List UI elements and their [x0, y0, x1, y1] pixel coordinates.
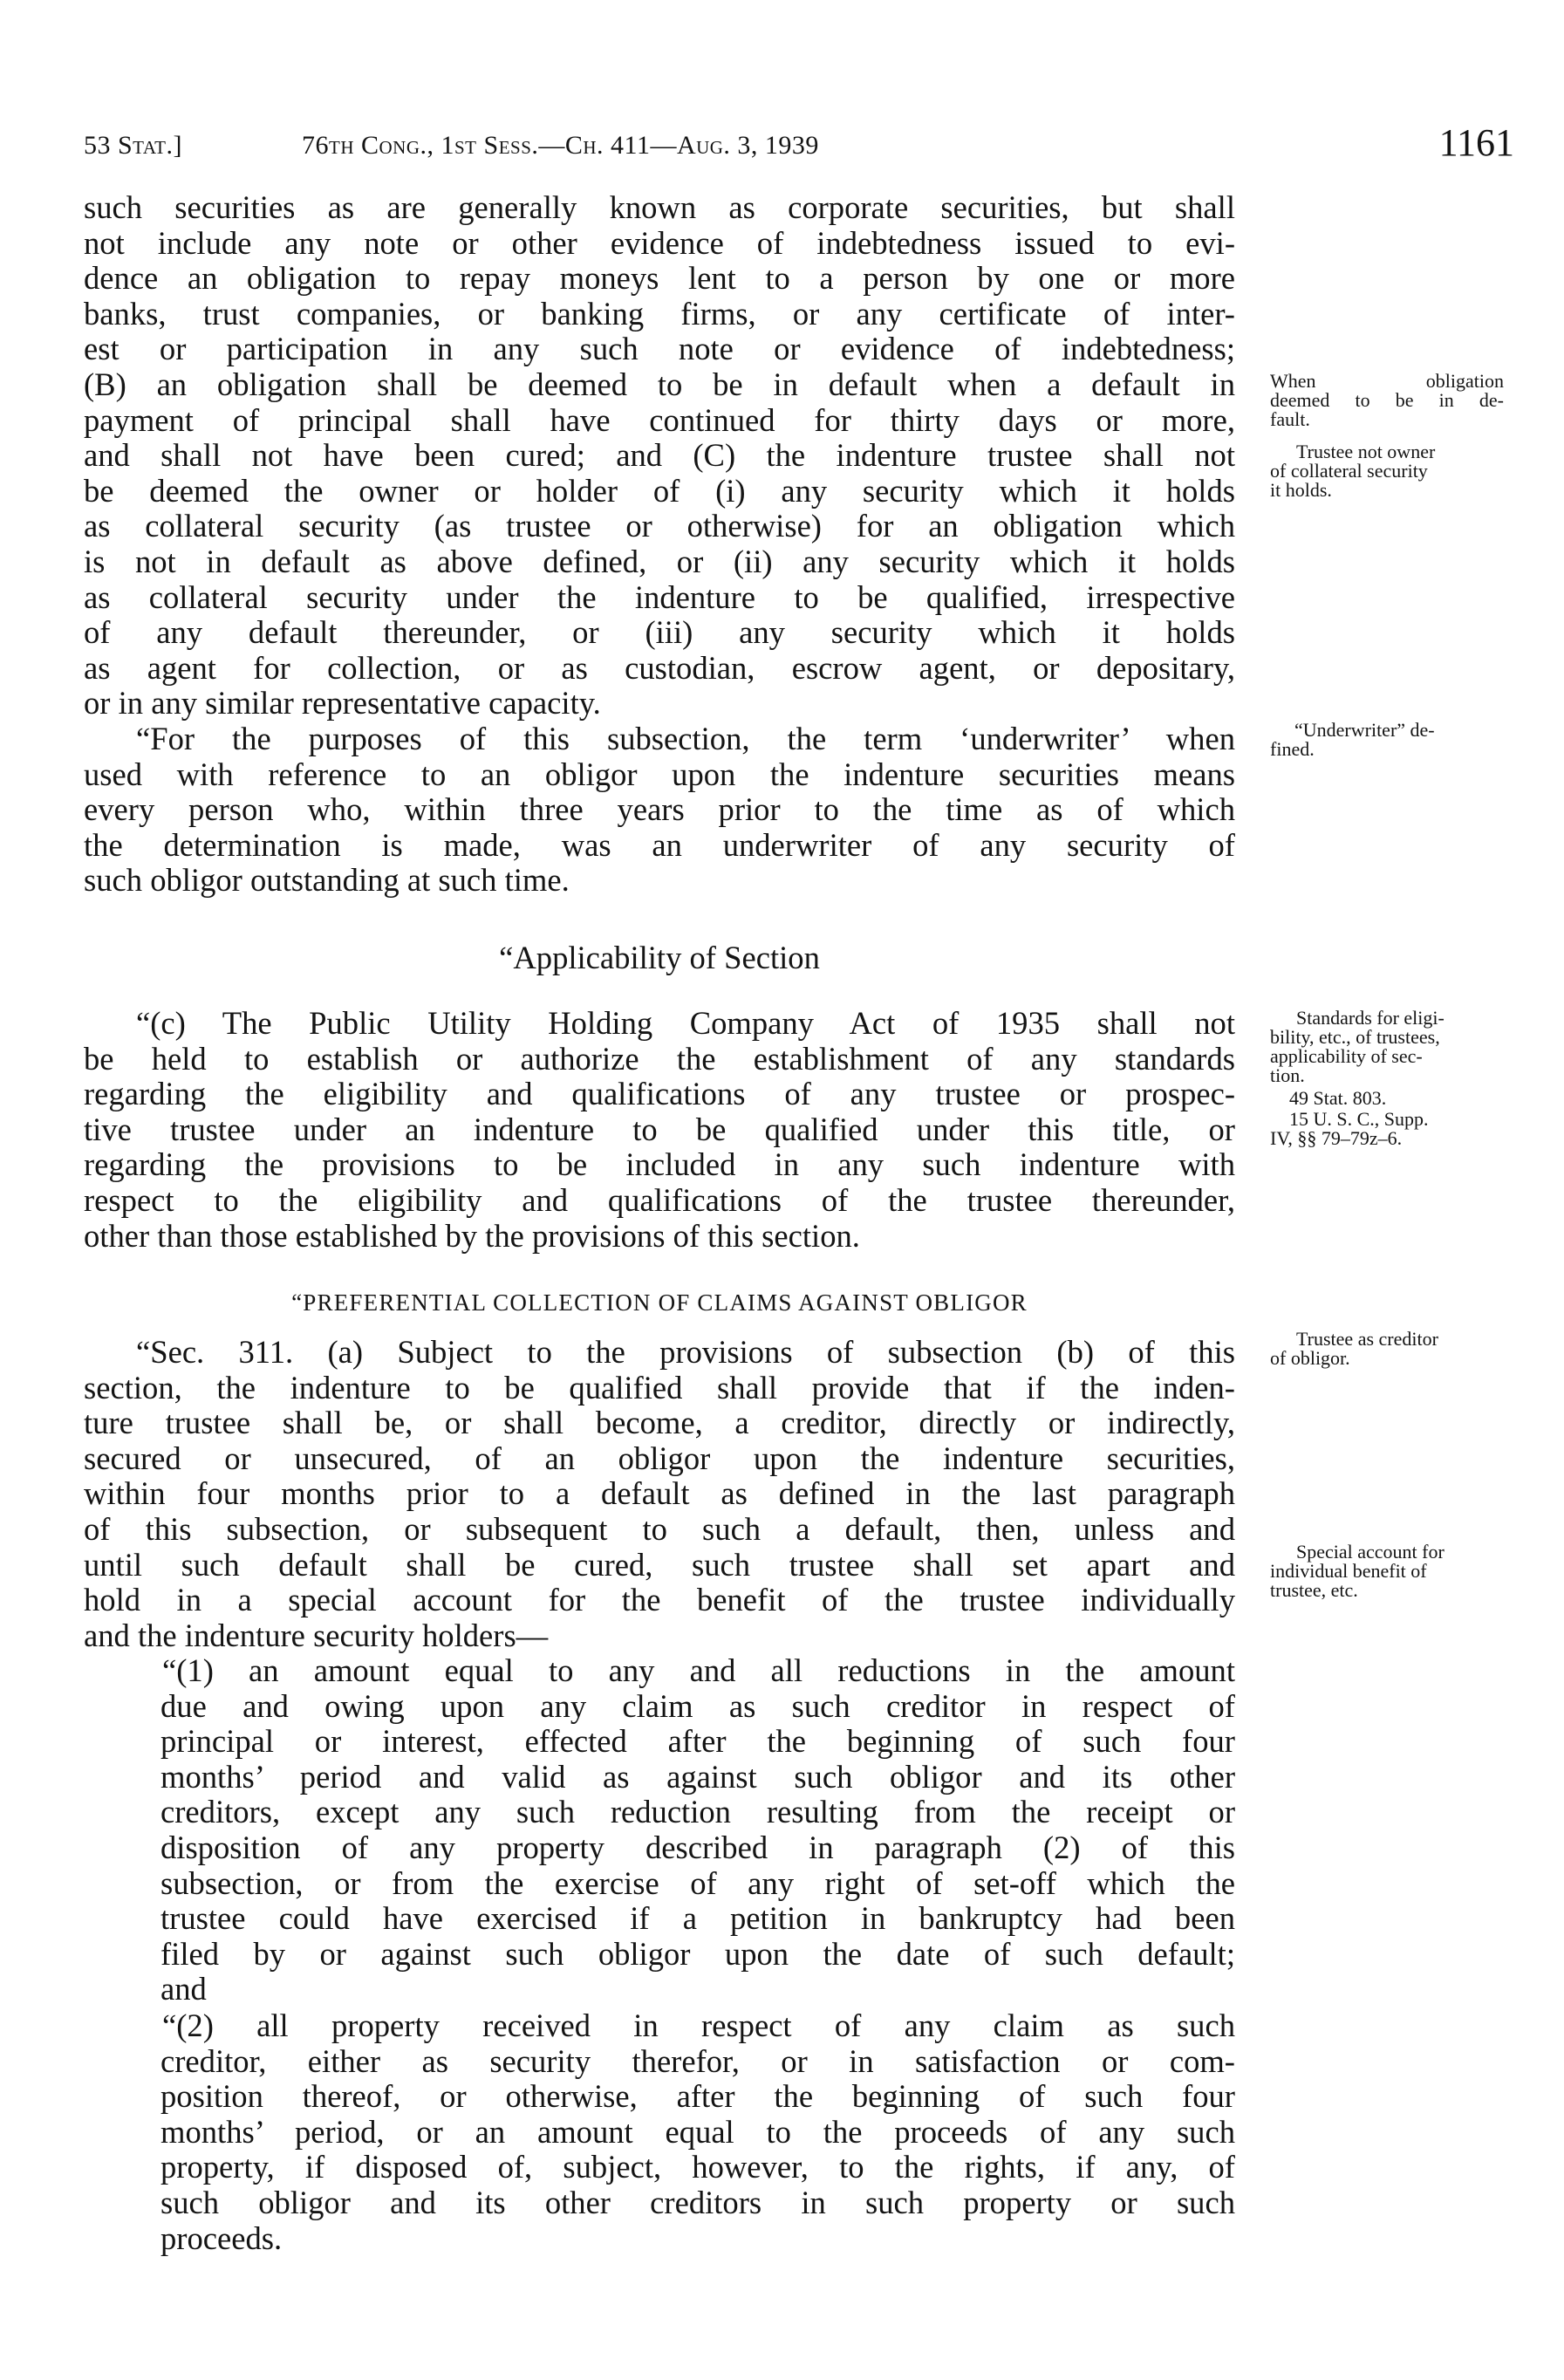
text-line: “Sec. 311. (a) Subject to the provisions of subsection (b) of this — [136, 1334, 1235, 1370]
text-line: hold in a special account for the benefit of the trustee individually — [84, 1582, 1235, 1618]
margin-note-default: When obligation deemed to be in de- fault. — [1270, 370, 1504, 430]
text-line: banks, trust companies, or banking firms, or any certificate of inter- — [84, 295, 1235, 332]
text-line: every person who, within three years prior to the time as of which — [84, 791, 1235, 828]
section-heading-preferential-collection: “PREFERENTIAL COLLECTION OF CLAIMS AGAINST OBLIGOR — [291, 1289, 1028, 1316]
margin-note-trustee-as-creditor: Trustee as creditor of obligor. — [1270, 1328, 1438, 1369]
paragraph-underwriter-definition — [84, 722, 1235, 899]
paragraph-311-a-1 — [84, 1653, 1235, 2007]
text-line: “(1) an amount equal to any and all reductions in the amount — [162, 1652, 1235, 1688]
text-line: tive trustee under an indenture to be qualified under this title, or — [84, 1111, 1235, 1147]
text-line: ture trustee shall be, or shall become, a creditor, directly or indirectly, — [84, 1405, 1235, 1441]
text-line: secured or unsecured, of an obligor upon the indenture securities, — [84, 1440, 1235, 1476]
text-line: disposition of any property described in paragraph (2) of this — [160, 1829, 1235, 1865]
text-line: be held to establish or authorize the establishment of any standards — [84, 1040, 1235, 1077]
text-line: property, if disposed of, subject, however, to the rights, if any, of — [160, 2149, 1235, 2185]
statute-volume: 53 Stat.] — [84, 131, 182, 160]
margin-citation-usc: 15 U. S. C., Supp. IV, §§ 79–79z–6. — [1270, 1108, 1429, 1149]
text-line: other than those established by the provisions of this section. — [84, 1217, 860, 1254]
margin-note-trustee-not-owner: Trustee not owner of collateral security it holds. — [1270, 441, 1436, 501]
text-line: months’ period, or an amount equal to the proceeds of any such — [160, 2113, 1235, 2150]
margin-note-underwriter-defined: “Underwriter” de- fined. — [1270, 719, 1435, 760]
text-line: within four months prior to a default as defined in the last paragraph — [84, 1475, 1235, 1512]
text-line: respect to the eligibility and qualifications of the trustee thereunder, — [84, 1181, 1235, 1218]
paragraph-definitions-continued — [84, 190, 1235, 722]
text-line: months’ period and valid as against such obligor and its other — [160, 1758, 1235, 1795]
text-line: the determination is made, was an underwriter of any security of — [84, 826, 1235, 863]
congress-session-chapter: 76th Cong., 1st Sess.—Ch. 411—Aug. 3, 1939 — [302, 131, 819, 160]
text-line: payment of principal shall have continued for thirty days or more, — [84, 401, 1235, 438]
text-line: est or participation in any such note or evidence of indebtedness; — [84, 331, 1235, 367]
text-line: position thereof, or otherwise, after the beginning of such four — [160, 2078, 1235, 2115]
text-line: proceeds. — [160, 2219, 283, 2256]
text-line: “(c) The Public Utility Holding Company Act of 1935 shall not — [136, 1005, 1235, 1041]
paragraph-section-311-a — [84, 1335, 1235, 1653]
text-line: until such default shall be cured, such trustee shall set apart and — [84, 1546, 1235, 1583]
text-line: of any default thereunder, or (iii) any security which it holds — [84, 614, 1235, 651]
text-line: due and owing upon any claim as such creditor in respect of — [160, 1687, 1235, 1724]
section-heading-applicability: “Applicability of Section — [499, 940, 820, 975]
margin-note-special-account: Special account for individual benefit of trustee, etc. — [1270, 1541, 1444, 1601]
text-line: creditor, either as security therefor, or in satisfaction or com- — [160, 2042, 1235, 2079]
text-line: dence an obligation to repay moneys lent to a person by one or more — [84, 260, 1235, 297]
text-line: section, the indenture to be qualified shall provide that if the inden- — [84, 1369, 1235, 1405]
text-line: as collateral security under the indenture to be qualified, irrespective — [84, 578, 1235, 615]
text-line: creditors, except any such reduction resulting from the receipt or — [160, 1794, 1235, 1830]
margin-note-standards-applicability: Standards for eligi- bility, etc., of trustees, applicability of sec- tion. — [1270, 1007, 1444, 1086]
paragraph-subsection-c — [84, 1006, 1235, 1254]
text-line: regarding the provisions to be included in any such indenture with — [84, 1146, 1235, 1183]
text-line: such obligor outstanding at such time. — [84, 862, 570, 899]
text-line: such securities as are generally known as corporate securities, but shall — [84, 189, 1235, 225]
text-line: trustee could have exercised if a petition in bankruptcy had been — [160, 1900, 1235, 1937]
paragraph-311-a-2 — [84, 2008, 1235, 2256]
text-line: regarding the eligibility and qualifications of any trustee or prospec- — [84, 1076, 1235, 1112]
text-line: “For the purposes of this subsection, the term ‘underwriter’ when — [136, 721, 1235, 756]
page-number: 1161 — [1438, 121, 1514, 164]
text-line: subsection, or from the exercise of any right of set-off which the — [160, 1864, 1235, 1901]
text-line: of this subsection, or subsequent to such a default, then, unless and — [84, 1510, 1235, 1547]
text-line: and — [160, 1971, 207, 2007]
text-line: “(2) all property received in respect of any claim as such — [162, 2007, 1235, 2043]
text-line: as agent for collection, or as custodian, escrow agent, or depositary, — [84, 649, 1235, 686]
text-line: and the indenture security holders— — [84, 1617, 549, 1653]
text-line: filed by or against such obligor upon the date of such default; — [160, 1935, 1235, 1972]
text-line: used with reference to an obligor upon the indenture securities means — [84, 756, 1235, 792]
text-line: (B) an obligation shall be deemed to be in default when a default in — [84, 366, 1235, 402]
text-line: be deemed the owner or holder of (i) any security which it holds — [84, 472, 1235, 509]
text-line: as collateral security (as trustee or otherwise) for an obligation which — [84, 508, 1235, 544]
margin-citation-stat: 49 Stat. 803. — [1289, 1087, 1387, 1109]
text-line: or in any similar representative capacity. — [84, 685, 601, 722]
text-line: is not in default as above defined, or (ii) any security which it holds — [84, 543, 1235, 579]
text-line: principal or interest, effected after the beginning of such four — [160, 1723, 1235, 1760]
running-head — [84, 120, 1514, 164]
text-line: such obligor and its other creditors in such property or such — [160, 2184, 1235, 2220]
text-line: and shall not have been cured; and (C) the indenture trustee shall not — [84, 437, 1235, 474]
text-line: not include any note or other evidence of indebtedness issued to evi- — [84, 224, 1235, 261]
